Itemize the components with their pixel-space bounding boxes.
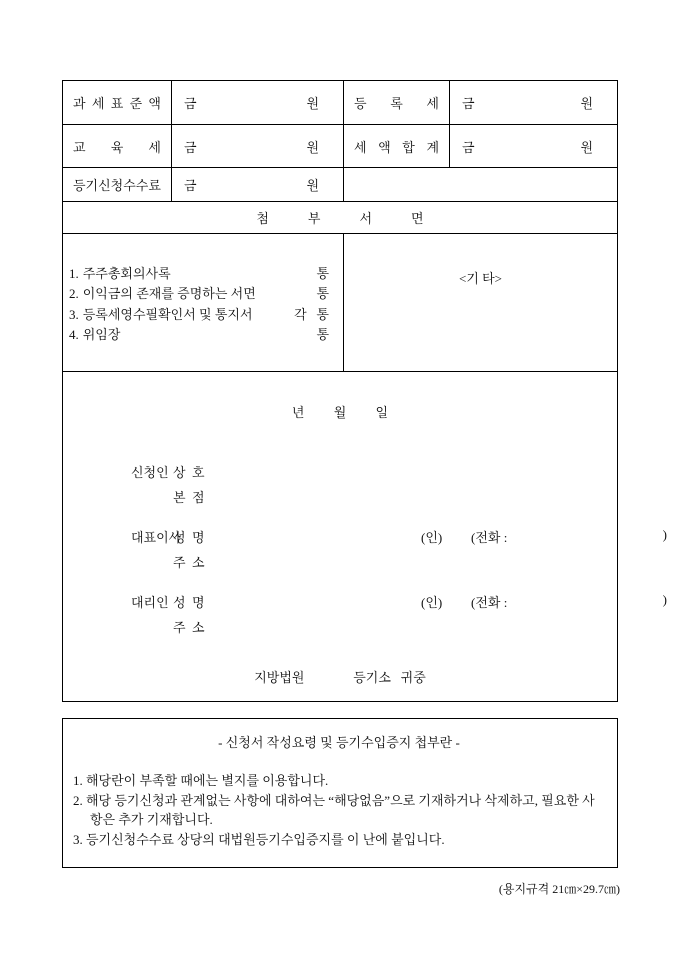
attachment-number: 2. <box>69 286 79 301</box>
date-line: 년 월 일 <box>291 405 389 420</box>
amount-suffix: 원 <box>306 96 319 111</box>
sig-line-ceo-name <box>63 524 667 549</box>
phone-field <box>471 592 667 611</box>
row-attachments-header <box>63 201 617 233</box>
filing-fee-blank-cell <box>343 168 617 201</box>
sig-line-agent-name <box>63 589 667 614</box>
applicant-label: 신청인 <box>131 465 169 480</box>
registration-fee-table <box>62 80 667 702</box>
agent-label: 대리인 <box>131 595 169 610</box>
seal-label: (인) <box>421 595 443 610</box>
tax-base-amount <box>171 81 343 124</box>
tax-total-label-text: 세 액 합 계 <box>354 139 439 155</box>
attachment-number: 1. <box>69 265 79 281</box>
attachment-item <box>69 284 329 305</box>
address-label: 주 소 <box>173 555 205 570</box>
sig-line-ceo-address <box>63 549 617 574</box>
filing-fee-label <box>63 168 171 201</box>
address-label: 주 소 <box>173 620 205 635</box>
attachment-label: 이익금의 존재를 증명하는 서면 <box>82 286 256 301</box>
sig-line-head-office <box>63 484 617 509</box>
registration-tax-label-text: 등 록 세 <box>354 96 439 111</box>
sig-line-agent-address <box>63 614 617 639</box>
amount-suffix: 원 <box>580 139 593 155</box>
education-tax-amount <box>171 125 343 167</box>
company-name-label: 상 호 <box>173 465 205 480</box>
attachment-item <box>69 305 329 326</box>
amount-suffix: 원 <box>306 139 319 155</box>
row-education-tax <box>63 124 617 167</box>
tax-total-label <box>343 125 449 167</box>
attachment-count: 통 <box>316 265 329 281</box>
amount-prefix: 금 <box>462 139 475 155</box>
education-tax-label-text: 교 육 세 <box>73 139 161 155</box>
etc-section <box>343 234 617 371</box>
head-office-label: 본 점 <box>173 490 205 505</box>
attachment-label: 주주총회의사록 <box>82 265 171 281</box>
name-label: 성 명 <box>173 530 205 545</box>
attachment-number: 3. <box>69 306 79 322</box>
amount-suffix: 원 <box>580 96 593 111</box>
instruction-item: 1. 해당란이 부족할 때에는 별지를 이용합니다. <box>73 773 329 788</box>
sig-line-company-name <box>63 459 617 484</box>
amount-prefix: 금 <box>462 96 475 111</box>
attachment-number: 4. <box>69 327 79 342</box>
attachment-item <box>69 264 329 285</box>
ceo-label: 대표이사 <box>131 530 182 545</box>
instruction-item: 2. 해당 등기신청과 관계없는 사항에 대하여는 “해당없음”으로 기재하거나 삭제하고, 필요한 사항은 추가 기재합니다. <box>73 793 595 827</box>
amount-prefix: 금 <box>184 178 197 193</box>
attachment-count: 통 <box>316 327 329 342</box>
phone-label: (전화 : <box>471 530 508 545</box>
attachment-label: 등록세영수필확인서 및 통지서 <box>82 306 253 322</box>
signature-block <box>63 459 667 639</box>
row-tax-base <box>63 81 617 124</box>
instruction-item: 3. 등기신청수수료 상당의 대법원등기수입증지를 이 난에 붙입니다. <box>73 832 445 847</box>
attachments-list <box>63 234 343 371</box>
row-filing-fee <box>63 167 617 201</box>
phone-close: ) <box>662 592 667 607</box>
row-attachments <box>63 233 617 371</box>
tax-base-label <box>63 81 171 124</box>
name-label: 성 명 <box>173 595 205 610</box>
instructions-box <box>62 718 618 868</box>
tax-total-amount <box>449 125 617 167</box>
court-line: 지방법원 등기소 귀중 <box>254 670 426 685</box>
attachments-header <box>63 202 617 233</box>
filing-fee-amount <box>171 168 343 201</box>
attachment-item <box>69 325 329 346</box>
amount-suffix: 원 <box>306 178 319 193</box>
phone-field <box>471 527 667 546</box>
amount-prefix: 금 <box>184 96 197 111</box>
etc-section-label: <기 타> <box>458 271 503 286</box>
attachments-header-text: 첨 부 서 면 <box>256 211 424 226</box>
row-signature <box>63 371 667 701</box>
education-tax-label <box>63 125 171 167</box>
paper-size-note: (용지규격 21㎝×29.7㎝) <box>498 882 620 896</box>
attachment-label: 위임장 <box>82 327 121 342</box>
tax-base-label-text: 과 세 표 준 액 <box>73 96 161 111</box>
signature-section <box>63 372 667 701</box>
registration-tax-label <box>343 81 449 124</box>
filing-fee-label-text: 등기신청수수료 <box>73 178 161 193</box>
attachment-count: 각 통 <box>294 306 329 322</box>
phone-label: (전화 : <box>471 595 508 610</box>
amount-prefix: 금 <box>184 139 197 155</box>
seal-label: (인) <box>421 530 443 545</box>
phone-close: ) <box>662 527 667 542</box>
attachment-count: 통 <box>316 286 329 301</box>
instructions-title: - 신청서 작성요령 및 등기수입증지 첩부란 - <box>218 735 460 750</box>
registration-tax-amount <box>449 81 617 124</box>
